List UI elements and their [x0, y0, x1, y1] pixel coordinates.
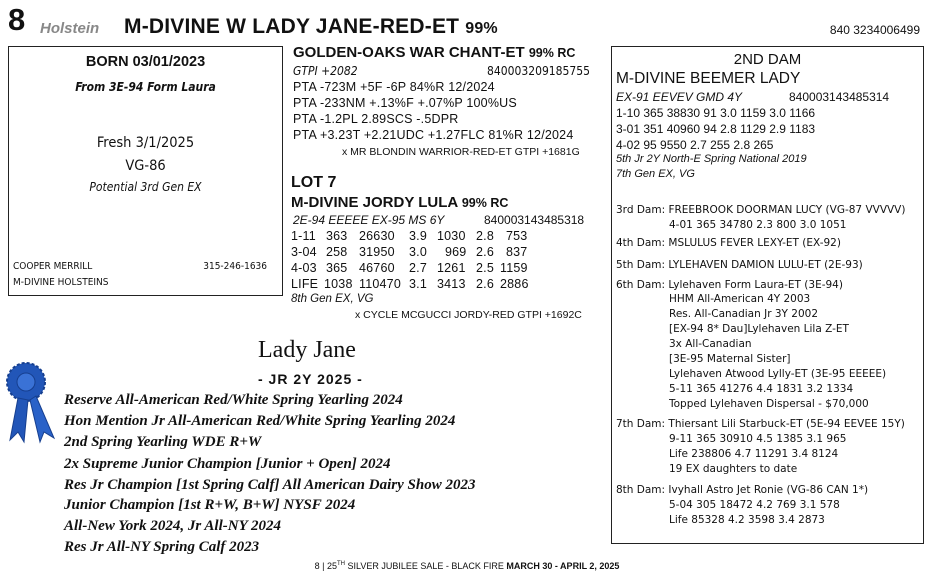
achievement-item: Junior Champion [1st R+W, B+W] NYSF 2024 — [64, 497, 356, 513]
rec-cell: 26630 — [359, 229, 395, 243]
footer-ordinal-suffix: TH — [336, 561, 345, 567]
second-dam-class: EX-91 EEVEV GMD 4Y — [616, 90, 743, 104]
footer-dates: MARCH 30 - APRIL 2, 2025 — [506, 561, 620, 571]
sire-pta-line: PTA -723M +5F -6P 84%R 12/2024 — [293, 80, 495, 94]
sire-pta-line: PTA +3.23T +2.21UDC +1.27FLC 81%R 12/2024 — [293, 128, 574, 142]
dam-name-text: M-DIVINE JORDY LULA — [291, 194, 458, 211]
sire-id: 840003209185755 — [487, 64, 591, 78]
footer-page-number: 8 — [314, 561, 320, 571]
rec-cell: 2.6 — [476, 245, 494, 259]
animal-name-text: M-DIVINE W LADY JANE-RED-ET — [124, 15, 460, 38]
achievement-item: Res Jr All-NY Spring Calf 2023 — [64, 539, 260, 555]
blue-ribbon-icon — [4, 360, 56, 444]
rec-cell: 753 — [506, 229, 528, 243]
rec-cell: 31950 — [359, 245, 395, 259]
rec-cell: 2.6 — [476, 277, 494, 291]
footer-sale: SILVER JUBILEE SALE - BLACK FIRE — [347, 561, 504, 571]
rec-cell: 110470 — [359, 277, 401, 291]
rec-cell: LIFE — [291, 277, 319, 291]
rec-cell: 258 — [326, 245, 348, 259]
achievement-item: 2nd Spring Yearling WDE R+W — [64, 434, 262, 450]
lot-number: 8 — [8, 2, 26, 37]
rec-cell: 3.1 — [409, 277, 427, 291]
rec-cell: 969 — [445, 245, 467, 259]
seventh-dam-line: 9-11 365 30910 4.5 1385 3.1 965 — [669, 433, 847, 445]
consignor-farm: M-DIVINE HOLSTEINS — [13, 277, 109, 288]
sixth-dam-line: Res. All-Canadian Jr 3Y 2002 — [669, 308, 819, 320]
seventh-dam-line: 19 EX daughters to date — [669, 463, 798, 475]
lady-jane-subheading: - JR 2Y 2025 - — [258, 371, 363, 387]
ribbon-tail-right — [30, 396, 54, 442]
born-from: From 3E-94 Form Laura — [75, 80, 216, 94]
dam-gen: 8th Gen EX, VG — [291, 293, 374, 305]
rec-cell: 2.5 — [476, 261, 494, 275]
ribbon-rosette — [7, 363, 45, 401]
rec-cell: 1261 — [437, 261, 466, 275]
sire-name — [293, 44, 575, 61]
born-date: BORN 03/01/2023 — [85, 54, 206, 70]
sire-rc: 99% RC — [528, 46, 576, 60]
consignor-phone: 315-246-1636 — [203, 261, 267, 272]
second-dam-record: 4-02 95 9550 2.7 255 2.8 265 — [616, 138, 774, 152]
dam-lot: LOT 7 — [291, 174, 337, 191]
born-box — [8, 46, 283, 296]
breed-label: Holstein — [40, 20, 100, 37]
rec-cell: 3.0 — [409, 245, 427, 259]
potential-gen: Potential 3rd Gen EX — [89, 180, 202, 194]
fourth-dam: 4th Dam: MSLULUS FEVER LEXY-ET (EX-92) — [616, 237, 841, 249]
achievement-item: Hon Mention Jr All-American Red/White Spring Yearling 2024 — [64, 413, 456, 429]
rec-cell: 4-03 — [291, 261, 317, 275]
rec-cell: 837 — [506, 245, 528, 259]
achievement-item: All-New York 2024, Jr All-NY 2024 — [64, 518, 281, 534]
second-dam-record: 1-10 365 38830 91 3.0 1159 3.0 1166 — [616, 106, 816, 120]
footer-ordinal: 25 — [326, 561, 337, 571]
achievement-item: 2x Supreme Junior Champion [Junior + Open] 2024 — [64, 456, 391, 472]
sixth-dam-line: Lylehaven Atwood Lylly-ET (3E-95 EEEEE) — [669, 368, 887, 380]
animal-name — [124, 15, 498, 39]
rec-cell: 1030 — [437, 229, 466, 243]
rec-cell: 2.8 — [476, 229, 494, 243]
rec-cell: 3.9 — [409, 229, 427, 243]
eighth-dam: 8th Dam: Ivyhall Astro Jet Ronie (VG-86 CAN 1*) — [616, 484, 869, 496]
lady-jane-heading: Lady Jane — [258, 337, 356, 363]
registration-number: 840 3234006499 — [829, 23, 920, 37]
dam-name — [291, 194, 508, 211]
rec-cell: 2.7 — [409, 261, 427, 275]
rec-cell: 2886 — [500, 277, 529, 291]
second-dam-heading: 2ND DAM — [733, 51, 802, 68]
sixth-dam-line: Topped Lylehaven Dispersal - $70,000 — [669, 398, 869, 410]
rec-cell: 3413 — [437, 277, 466, 291]
rec-cell: 1-11 — [291, 229, 316, 243]
sire-name-text: GOLDEN-OAKS WAR CHANT-ET — [293, 44, 525, 61]
sixth-dam-line: [3E-95 Maternal Sister] — [669, 353, 791, 365]
second-dam-name: M-DIVINE BEEMER LADY — [616, 70, 801, 87]
page-footer — [0, 561, 934, 571]
ribbon-tail-left — [10, 398, 28, 442]
animal-gaa: 99% — [465, 20, 498, 37]
sire-gtpi: GTPI +2082 — [293, 64, 358, 78]
third-dam-record: 4-01 365 34780 2.3 800 3.0 1051 — [669, 219, 847, 231]
second-dam-note: 5th Jr 2Y North-E Spring National 2019 — [616, 153, 807, 165]
dam-cross: x CYCLE MCGUCCI JORDY-RED GTPI +1692C — [355, 309, 582, 321]
rec-cell: 3-04 — [291, 245, 317, 259]
second-dam-record: 3-01 351 40960 94 2.8 1129 2.9 1183 — [616, 122, 816, 136]
dam-rc: 99% RC — [461, 196, 509, 210]
third-dam: 3rd Dam: FREEBROOK DOORMAN LUCY (VG-87 VVVVV) — [616, 204, 906, 216]
eighth-dam-line: 5-04 305 18472 4.2 769 3.1 578 — [669, 499, 840, 511]
eighth-dam-line: Life 85328 4.2 3598 3.4 2873 — [669, 514, 825, 526]
second-dam-note: 7th Gen EX, VG — [616, 168, 695, 180]
achievement-item: Res Jr Champion [1st Spring Calf] All American Dairy Show 2023 — [64, 477, 476, 493]
rec-cell: 46760 — [359, 261, 395, 275]
sire-pta-line: PTA -1.2PL 2.89SCS -.5DPR — [293, 112, 459, 126]
sixth-dam-line: 3x All-Canadian — [669, 338, 752, 350]
rec-cell: 363 — [326, 229, 348, 243]
sixth-dam-line: HHM All-American 4Y 2003 — [669, 293, 811, 305]
sixth-dam: 6th Dam: Lylehaven Form Laura-ET (3E-94) — [616, 279, 843, 291]
rec-cell: 1038 — [324, 277, 353, 291]
rec-cell: 365 — [326, 261, 348, 275]
seventh-dam-line: Life 238806 4.7 11291 3.4 8124 — [669, 448, 839, 460]
sire-cross: x MR BLONDIN WARRIOR-RED-ET GTPI +1681G — [342, 146, 580, 158]
fifth-dam: 5th Dam: LYLEHAVEN DAMION LULU-ET (2E-93) — [616, 259, 863, 271]
fresh-date: Fresh 3/1/2025 — [96, 135, 195, 151]
dam-class: 2E-94 EEEEE EX-95 MS 6Y — [293, 213, 445, 227]
sixth-dam-line: 5-11 365 41276 4.4 1831 3.2 1334 — [669, 383, 854, 395]
achievement-item: Reserve All-American Red/White Spring Yearling 2024 — [64, 392, 403, 408]
footer-separator: | — [322, 561, 325, 571]
rec-cell: 1159 — [500, 261, 528, 275]
second-dam-box — [611, 46, 924, 544]
classification: VG-86 — [125, 158, 166, 174]
seventh-dam: 7th Dam: Thiersant Lili Starbuck-ET (5E-94 EEVEE 15Y) — [616, 418, 905, 430]
sixth-dam-line: [EX-94 8* Dau]Lylehaven Lila Z-ET — [669, 323, 849, 335]
sire-pta-line: PTA -233NM +.13%F +.07%P 100%US — [293, 96, 517, 110]
dam-id: 840003143485318 — [484, 213, 585, 227]
second-dam-id: 840003143485314 — [789, 90, 890, 104]
consignor-name: COOPER MERRILL — [13, 261, 93, 272]
